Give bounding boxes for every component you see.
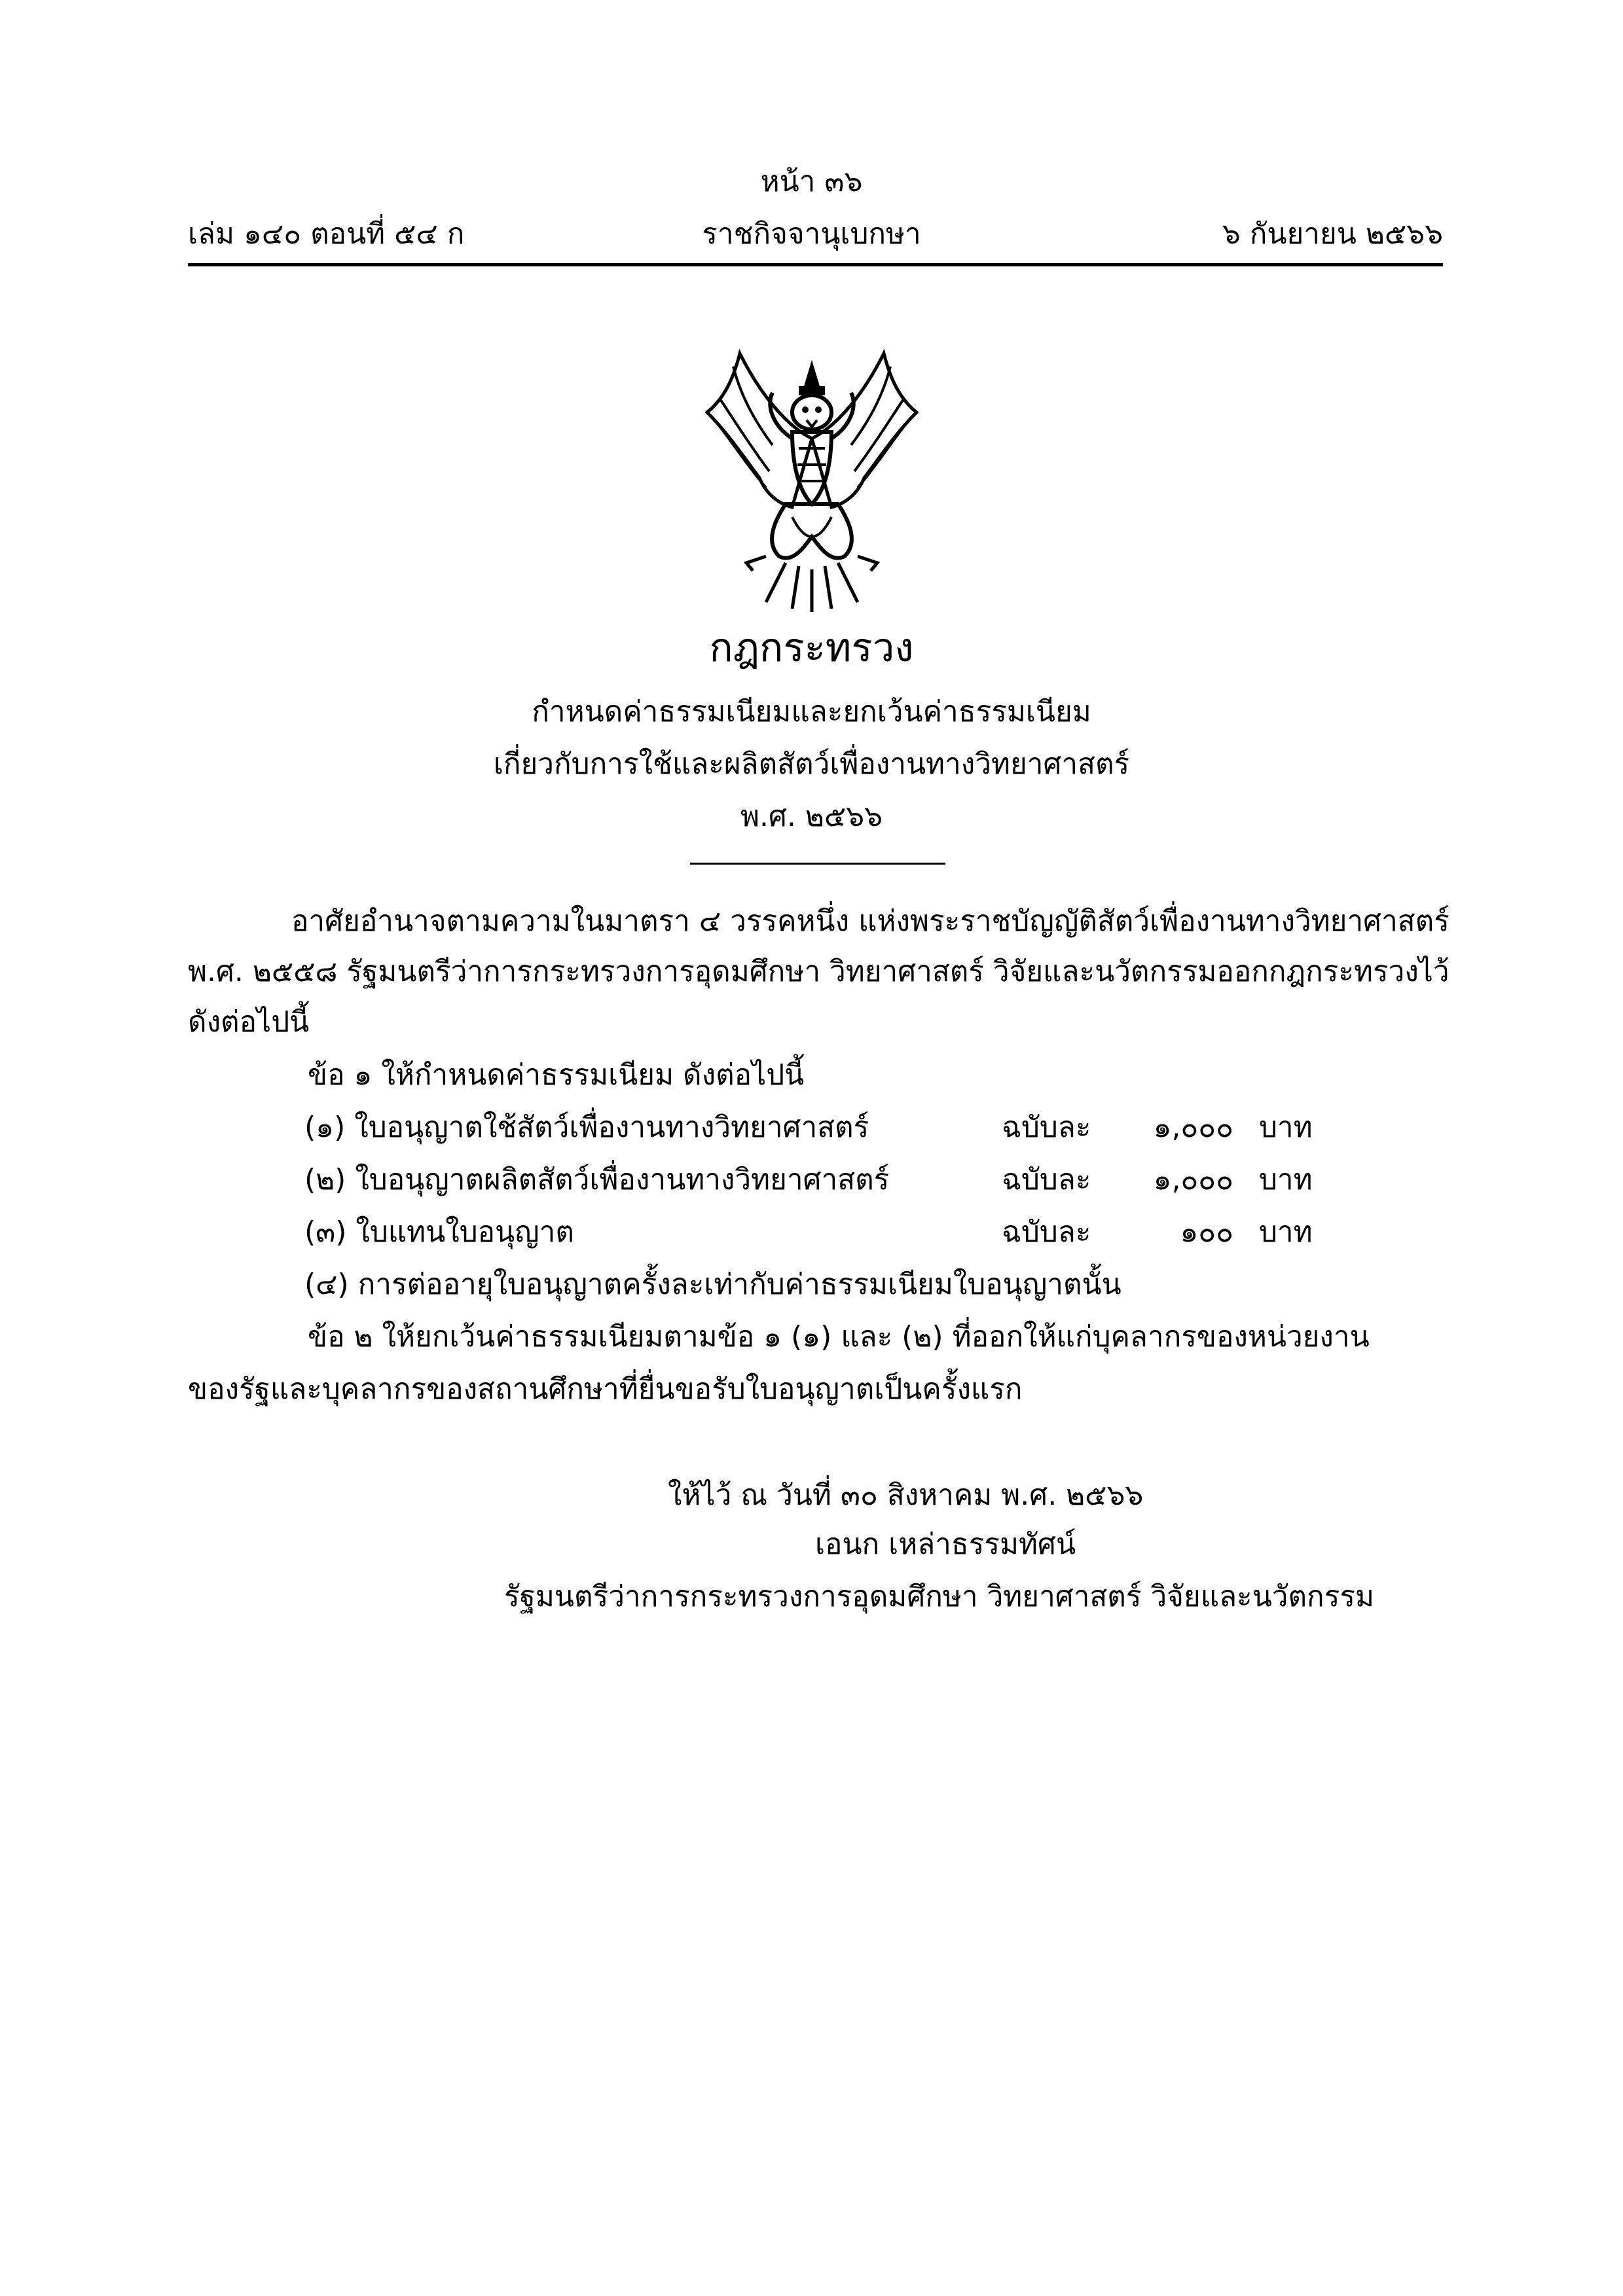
- volume-issue: เล่ม ๑๔๐ ตอนที่ ๕๔ ก: [188, 217, 465, 251]
- clause-2-line: ข้อ ๒ ให้ยกเว้นค่าธรรมเนียมตามข้อ ๑ (๑) และ (๒) ที่ออกให้แก่บุคลากรของหน่วยงาน: [308, 1320, 1370, 1354]
- clause-1-heading: ข้อ ๑ ให้กำหนดค่าธรรมเนียม ดังต่อไปนี้: [308, 1058, 805, 1092]
- fee-item-amount: ๑,๐๐๐: [1153, 1163, 1233, 1196]
- garuda-emblem-icon: [694, 340, 930, 615]
- preamble-line: พ.ศ. ๒๕๕๘ รัฐมนตรีว่าการกระทรวงการอุดมศึกษา วิทยาศาสตร์ วิจัยและนวัตกรรมออกกฎกระทรวงไว้: [188, 955, 1450, 988]
- document-subtitle-line1: กำหนดค่าธรรมเนียมและยกเว้นค่าธรรมเนียม: [532, 695, 1091, 728]
- title-rule: [690, 863, 945, 865]
- fee-item-label: (๓) ใบแทนใบอนุญาต: [304, 1215, 574, 1249]
- fee-item-amount: ๑๐๐: [1180, 1215, 1233, 1249]
- signer-name: เอนก เหล่าธรรมทัศน์: [815, 1528, 1076, 1561]
- document-title: กฎกระทรวง: [709, 625, 914, 671]
- fee-item-per: ฉบับละ: [1002, 1163, 1091, 1196]
- preamble-line: ดังต่อไปนี้: [188, 1005, 310, 1039]
- fee-item-label: (๔) การต่ออายุใบอนุญาตครั้งละเท่ากับค่าธรรมเนียมใบอนุญาตนั้น: [304, 1268, 1122, 1301]
- document-year: พ.ศ. ๒๕๖๖: [740, 800, 883, 833]
- header-rule: [188, 263, 1443, 266]
- fee-item-unit: บาท: [1259, 1111, 1313, 1144]
- signer-position: รัฐมนตรีว่าการกระทรวงการอุดมศึกษา วิทยาศาสตร์ วิจัยและนวัตกรรม: [504, 1580, 1374, 1613]
- fee-item-per: ฉบับละ: [1002, 1215, 1091, 1249]
- document-subtitle-line2: เกี่ยวกับการใช้และผลิตสัตว์เพื่องานทางวิทยาศาสตร์: [493, 747, 1130, 781]
- fee-item-label: (๒) ใบอนุญาตผลิตสัตว์เพื่องานทางวิทยาศาสตร์: [304, 1163, 890, 1196]
- publication-name: ราชกิจจานุเบกษา: [702, 217, 921, 251]
- fee-item-unit: บาท: [1259, 1215, 1313, 1249]
- given-date: ให้ไว้ ณ วันที่ ๓๐ สิงหาคม พ.ศ. ๒๕๖๖: [668, 1479, 1144, 1512]
- clause-2-line: ของรัฐและบุคลากรของสถานศึกษาที่ยื่นขอรับใบอนุญาตเป็นครั้งแรก: [188, 1372, 1023, 1406]
- fee-item-label: (๑) ใบอนุญาตใช้สัตว์เพื่องานทางวิทยาศาสตร์: [304, 1111, 869, 1144]
- page-number: หน้า ๓๖: [760, 165, 863, 198]
- publication-date: ๖ กันยายน ๒๕๖๖: [1222, 217, 1443, 251]
- fee-item-unit: บาท: [1259, 1163, 1313, 1196]
- fee-item-per: ฉบับละ: [1002, 1111, 1091, 1144]
- fee-item-amount: ๑,๐๐๐: [1153, 1111, 1233, 1144]
- preamble-line: อาศัยอำนาจตามความในมาตรา ๔ วรรคหนึ่ง แห่งพระราชบัญญัติสัตว์เพื่องานทางวิทยาศาสตร์: [291, 905, 1450, 938]
